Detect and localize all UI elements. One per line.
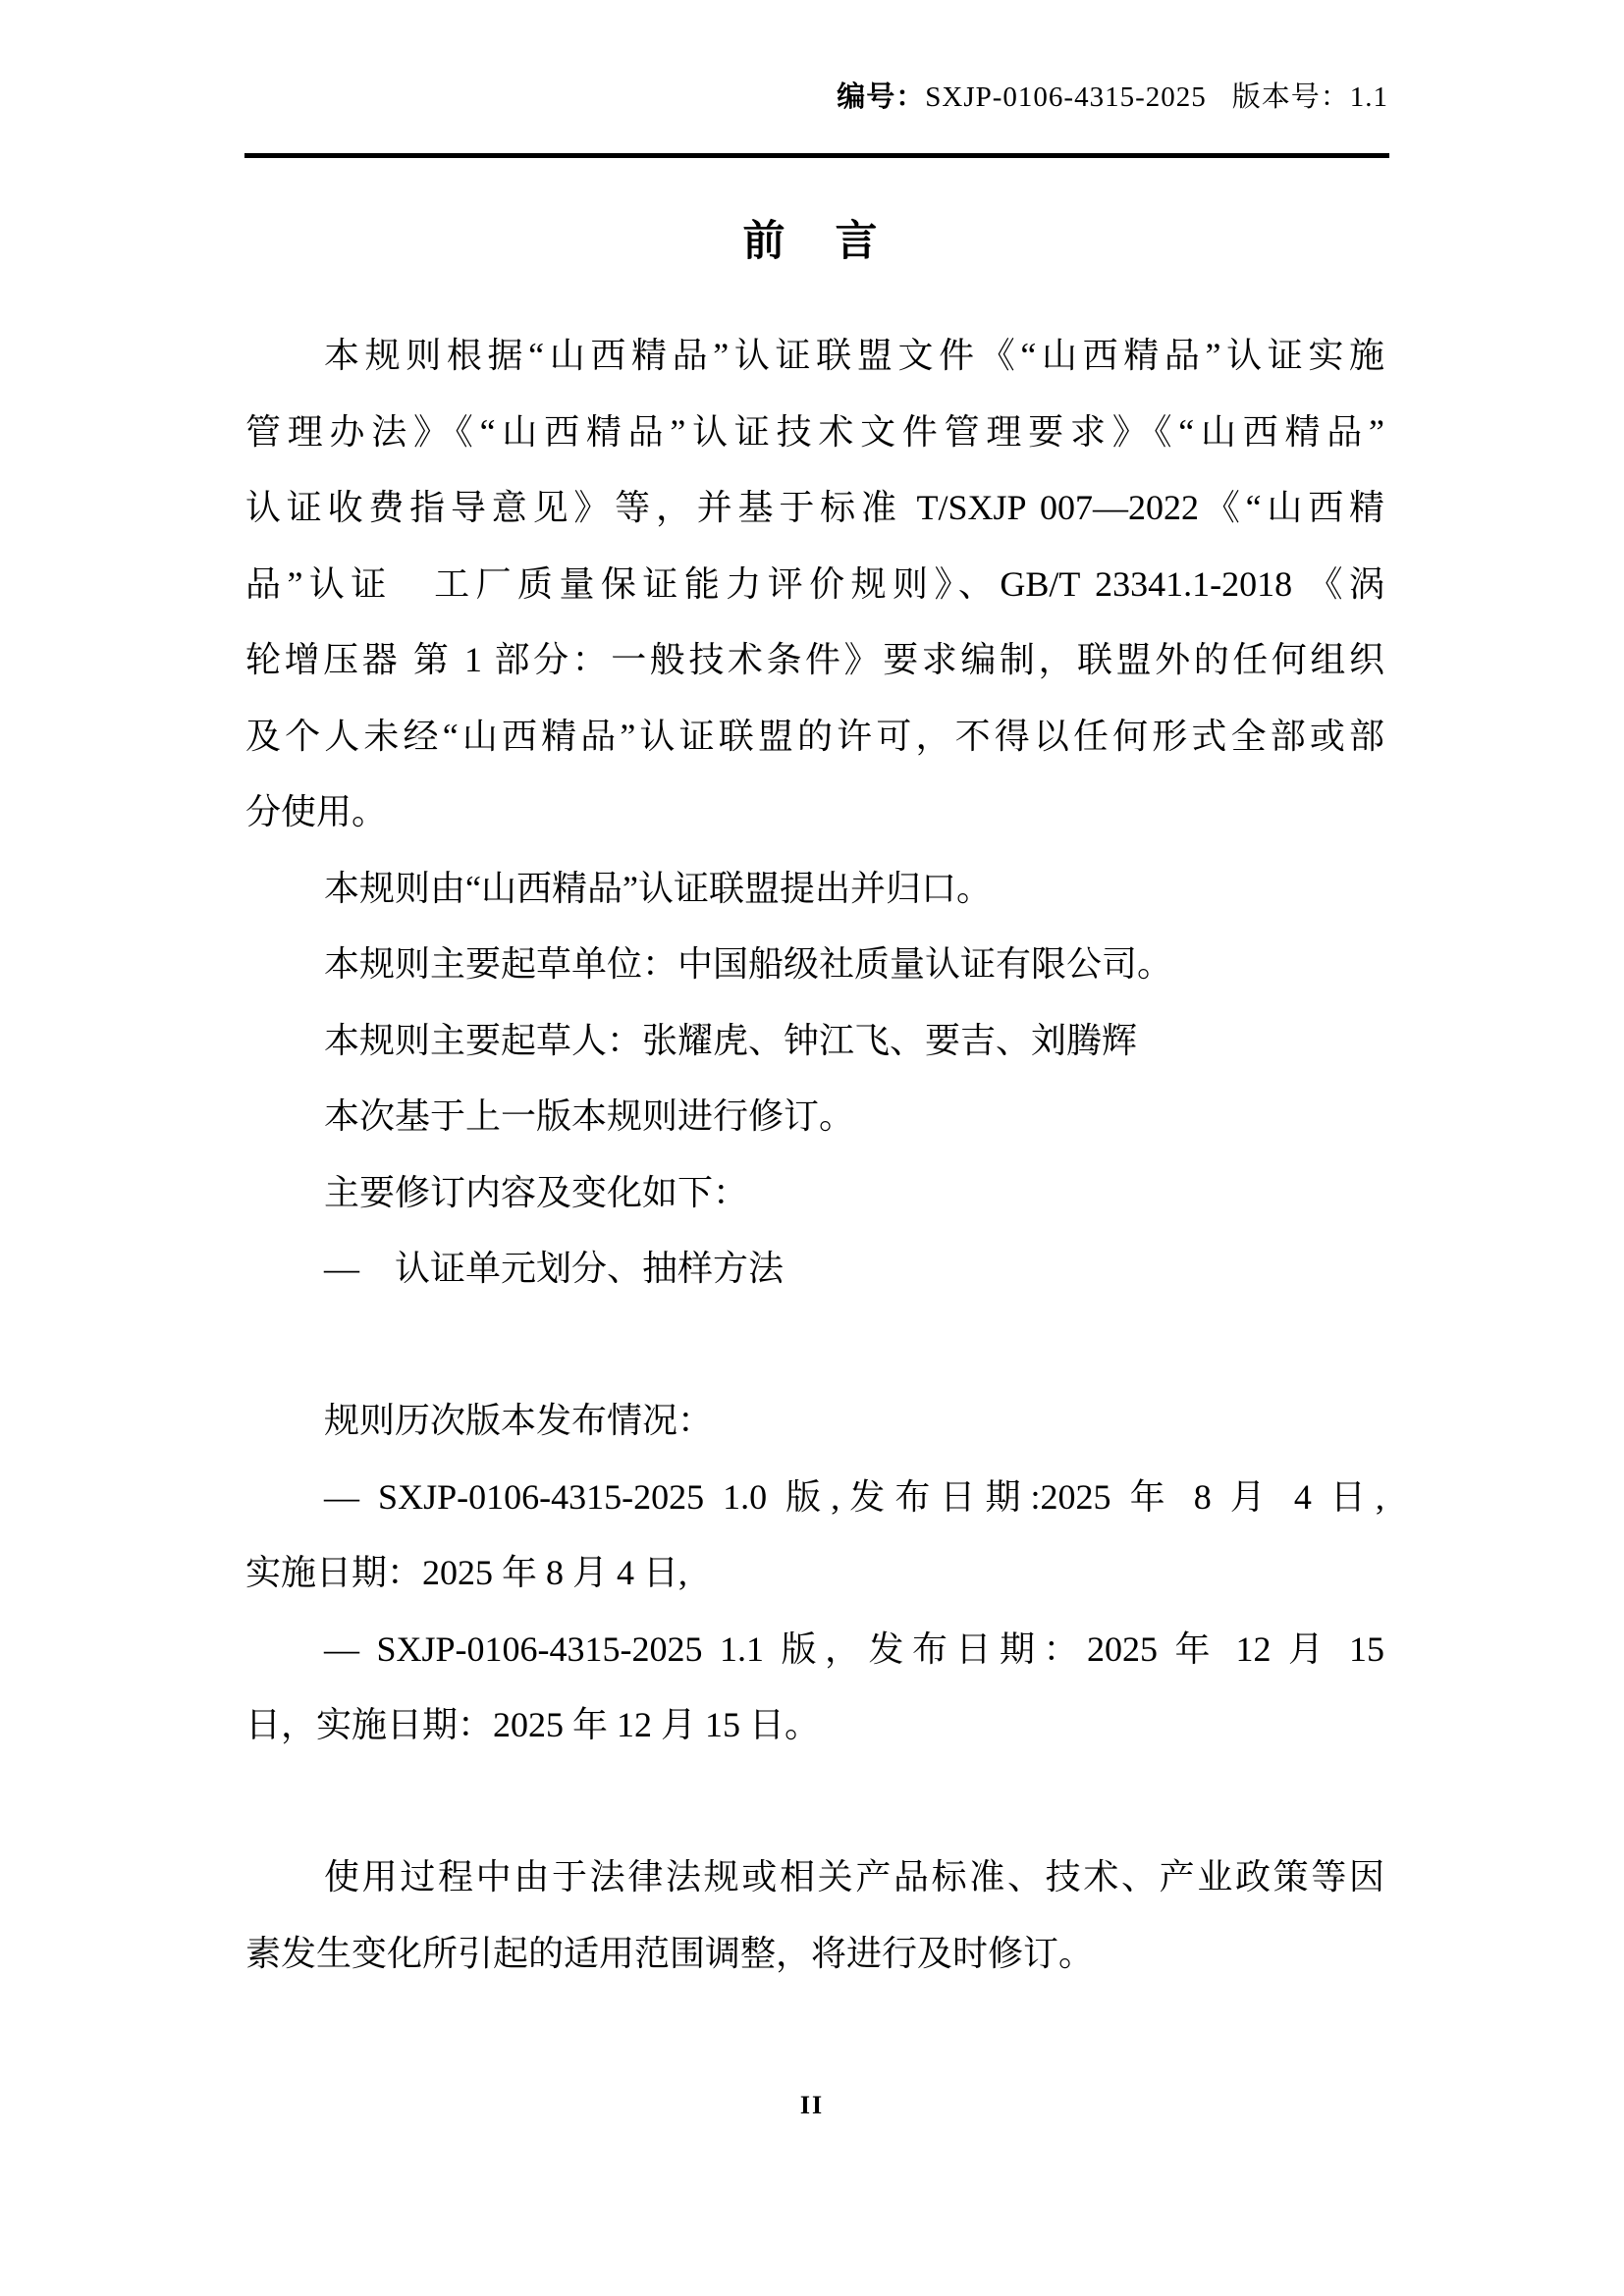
body-line: 本规则主要起草人：张耀虎、钟江飞、要吉、刘腾辉 — [324, 1020, 1138, 1060]
body-line: 管理办法》《“山西精品”认证技术文件管理要求》《“山西精品” — [245, 411, 1384, 452]
body-line: 主要修订内容及变化如下： — [324, 1172, 749, 1212]
body-line: 本规则由“山西精品”认证联盟提出并归口。 — [324, 868, 992, 908]
document-number-label: 编号： — [837, 81, 926, 113]
blank-line — [245, 1308, 1384, 1384]
body-line: 认证收费指导意见》等，并基于标准 T/SXJP 007—2022《“山西精 — [245, 488, 1384, 527]
version-number: 1.1 — [1349, 81, 1388, 113]
body-line: 及个人未经“山西精品”认证联盟的许可，不得以任何形式全部或部 — [245, 716, 1384, 756]
body-line: 分使用。 — [245, 792, 388, 831]
body-line: 本规则根据“山西精品”认证联盟文件《“山西精品”认证实施 — [324, 336, 1384, 375]
body-line: 素发生变化所引起的适用范围调整，将进行及时修订。 — [245, 1933, 1095, 1973]
body-line: 规则历次版本发布情况： — [324, 1401, 714, 1440]
header-rule — [244, 153, 1389, 158]
body-line: 使用过程中由于法律法规或相关产品标准、技术、产业政策等因 — [324, 1857, 1384, 1896]
document-number: SXJP-0106-4315-2025 — [925, 81, 1207, 113]
version-label: 版本号： — [1231, 81, 1350, 113]
body-line: 实施日期：2025 年 8 月 4 日, — [245, 1553, 688, 1592]
page-number: II — [799, 2091, 825, 2119]
body-line: 本规则主要起草单位：中国船级社质量认证有限公司。 — [324, 944, 1173, 984]
page-header — [837, 80, 1388, 114]
body-line: — SXJP-0106-4315-2025 1.0 版,发布日期:2025 年 8 月 4 日, — [324, 1476, 1384, 1517]
document-body — [245, 318, 1384, 1992]
body-line: — 认证单元划分、抽样方法 — [324, 1249, 785, 1288]
body-line: 品”认证 工厂质量保证能力评价规则》、GB/T 23341.1-2018 《涡 — [245, 563, 1384, 604]
body-line: 本次基于上一版本规则进行修订。 — [324, 1096, 855, 1136]
body-line: 日，实施日期：2025 年 12 月 15 日。 — [245, 1705, 821, 1744]
body-line: — SXJP-0106-4315-2025 1.1 版，发布日期：2025 年 12 月 15 — [324, 1629, 1384, 1669]
body-line: 轮增压器 第 1 部分：一般技术条件》要求编制，联盟外的任何组织 — [245, 640, 1384, 679]
page-title: 前 言 — [742, 219, 882, 265]
blank-line — [245, 1764, 1384, 1841]
